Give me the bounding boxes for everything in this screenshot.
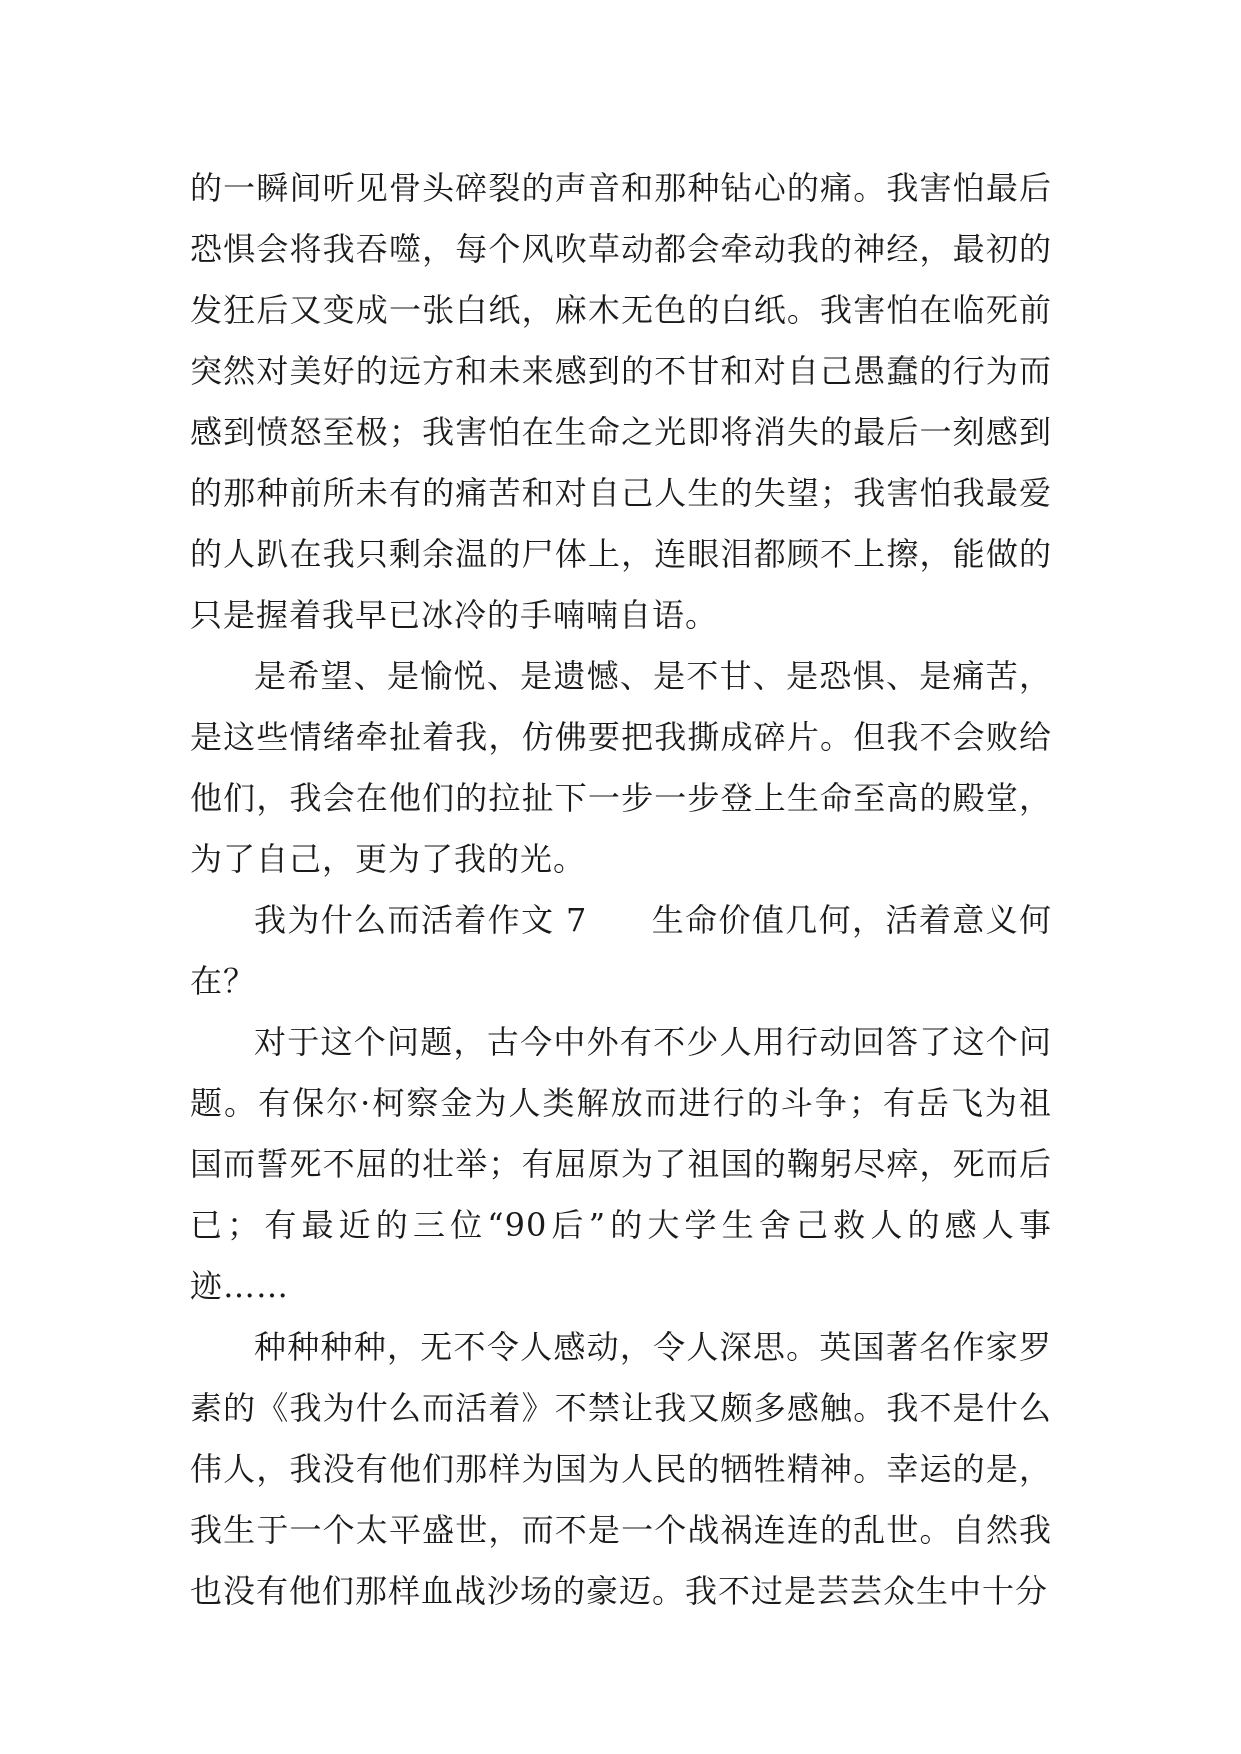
paragraph-examples: 对于这个问题，古今中外有不少人用行动回答了这个问题。有保尔·柯察金为人类解放而进行的斗争；有岳飞为祖国而誓死不屈的壮举；有屈原为了祖国的鞠躬尽瘁，死而后已；有最近的三位“90后”的大学生舍己救人的感人事迹…… xyxy=(190,1023,1052,1305)
paragraph-fears: 的一瞬间听见骨头碎裂的声音和那种钻心的痛。我害怕最后恐惧会将我吞噬，每个风吹草动都会牵动我的神经，最初的发狂后又变成一张白纸，麻木无色的白纸。我害怕在临死前突然对美好的远方和未来感到的不甘和对自己愚蠢的行为而感到愤怒至极；我害怕在生命之光即将消失的最后一刻感到的那种前所未有的痛苦和对自己人生的失望；我害怕我最爱的人趴在我只剩余温的尸体上，连眼泪都顾不上擦，能做的只是握着我早已冰冷的手喃喃自语。 xyxy=(190,169,1052,634)
essay-question: 生命价值几何，活着意义何在？ xyxy=(190,901,1052,1000)
essay-title: 我为什么而活着作文 7 xyxy=(254,901,588,939)
paragraph-emotions: 是希望、是愉悦、是遗憾、是不甘、是恐惧、是痛苦，是这些情绪牵扯着我，仿佛要把我撕成碎片。但我不会败给他们，我会在他们的拉扯下一步一步登上生命至高的殿堂，为了自己，更为了我的光。 xyxy=(190,657,1052,878)
paragraph-reflection: 种种种种，无不令人感动，令人深思。英国著名作家罗素的《我为什么而活着》不禁让我又颇多感触。我不是什么伟人，我没有他们那样为国为人民的牺牲精神。幸运的是，我生于一个太平盛世，而不是一个战祸连连的乱世。自然我也没有他们那样血战沙场的豪迈。我不过是芸芸众生中十分 xyxy=(190,1328,1052,1610)
paragraph-essay-heading xyxy=(190,890,1052,1012)
body-text xyxy=(190,158,1052,1622)
